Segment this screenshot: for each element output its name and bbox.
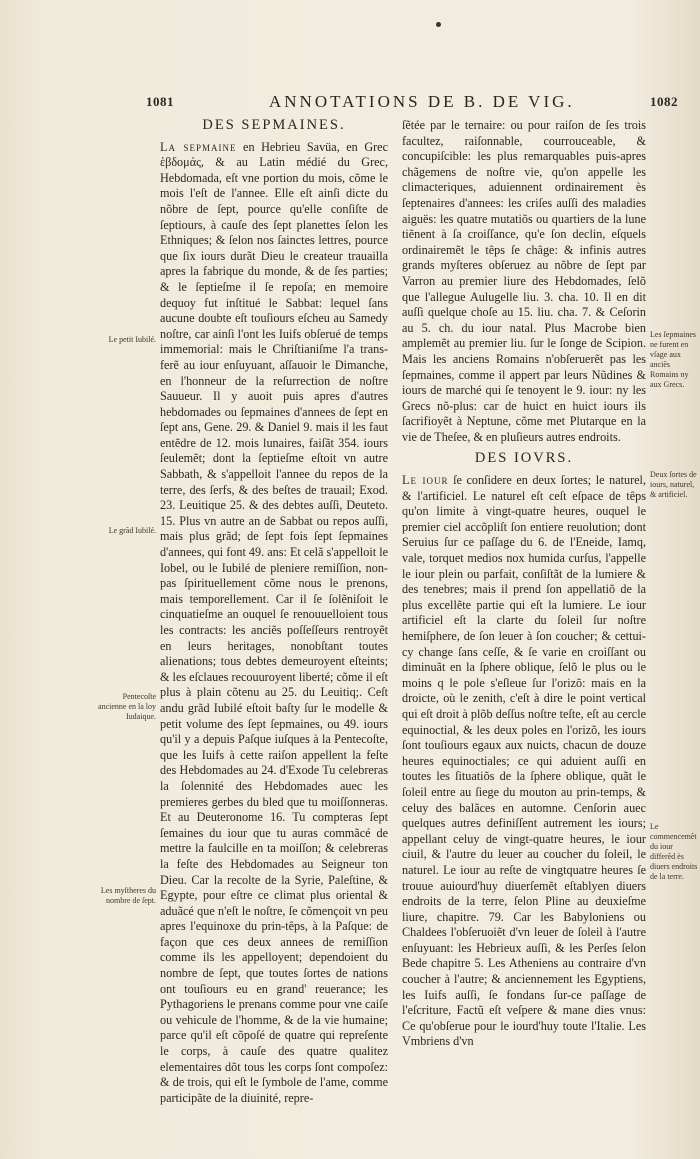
paragraph-text: en Hebrieu Savüa, en Grec ἑβδομάς, & au Latin médié du Grec, Hebdomada, eſt vne portion du mois, cõme le mois l'eſt de l'annee. Elle eſt ainſi dicte du nõbre de ſept, pource qu'elle conſiſte de ſeptiours, à cauſe des ſept planettes ſelon les Ethniques; & ſelon nos ſainctes lettres, pource que ſix iours durãt Dieu le createur trauailla apres la fabrique du monde, & de ſes parties; & le ſeptieſme il ſe repoſa; en memoire dequoy fut inſtitué le Sabbat: lequel ſans aucune doubte eſt touſiours eſcheu au Samedy noſtre, car ainſi l'ont les Iuifs obſerué de temps immemorial: mais le Chriſtianiſme l'a trans-ferẽ au iour enſuyuant, aſſauoir le Dimanche, en l'honneur de la reſurrection de noſtre Sauueur. Il y auoit puis apres d'autres hebdomades ou ſepmaines d'annees de ſept en ſept ans, Gene. 29. & Daniel 9. mais il les faut entẽdre de 12. mois lunaires, faiſãt 354. iours ſeulemẽt; dont la ſeptieſme eſtoit vn autre Sabbath, & s'appelloit l'annee du repos de la terre, des ſerfs, & des beſtes de trauail; Exod. 23. Leuitique 25. & des debtes auſſi, Deuteto. 15. Plus vn autre an de Sabbat ou repos auſſi, mais plus grãd; de ſept fois ſept ſepmaines d'annees, qui font 49. ans: Et celã s'appelloit le Iobel, ou le Iubilé de pleniere remiſſion, non-pas ſpirituellement cõme nous le prenons, mais temporellement. Car il ſe ſolẽniſoit le cinquatieſme an ouquel ſe renouuelloient tous les contracts: les anciẽs poſſeſſeurs rentroyẽt en leurs heritages, nonobſtant toutes alienations; tous debtes demeuroyent eſteints; & les eſclaues recouuroyent liberté; cõme il eſt plus à plain cõtenu au 25. du Leuitiq;. Ceſt andu grãd Iubilé eſtoit baſty ſur le modelle & petit volume des ſept ſepmaines, ou 49. iours qu'il y a depuis Paſque iuſques à la Pentecoſte, que les Iuifs à cette raiſon appellent la feſte des Hebdomades au 24. d'Exode Tu celebreras la ſolennité des Hebdomades auec les premieres gerbes du bled que tu moiſſonneras. Et au Deuteronome 16. Tu compteras ſept ſemaines du iour que tu auras commãcé de mettre la faulcille en ta moiſſon; & celebreras la feſte des Hebdomades au Seigneur ton Dieu. Car la recolte de la Syrie, Paleſtine, & Egypte, pour eſtre ce climat plus oriental & aduãcé que n'eſt le noſtre, ſe cõmençoit vn peu apres l'equinoxe du prin-têps, à la Paſque: de façon que ces deux annees de remiſſion comme ils les appelloyent; dependoient du nombre de ſept, que toutes ſortes de nations ont touſiours eu en grand' reuerance; les Pythagoriens le prenans comme pour vne caiſe ou vehicule de l'homme, & de la vie humaine; parce qu'il eſt cõpoſé de quatre qui repreſente le corps, à cauſe des quatre qualitez elementaires dõt tous les corps ſont compoſez: & de trois, qui eſt le ſymbole de l'ame, comme participãte de la diuinité, repre-: [160, 139, 388, 1105]
margin-note-pentecoste: Pentecoſte ancienne en la loy Iudaique.: [98, 692, 156, 721]
paragraph-sepmaines: [160, 140, 388, 1107]
left-column: [160, 118, 388, 1106]
lead-word: La sepmaine: [160, 139, 237, 154]
section-heading-iours: DES IOVRS.: [474, 450, 574, 467]
margin-note-commencement-iour: Le commencemẽt du iour differẽd ès diuers endroits de la terre.: [650, 822, 698, 881]
section-heading-sepmaines: DES SEPMAINES.: [202, 117, 346, 133]
paragraph-text: ſe conſidere en deux ſortes; le naturel, & l'artificiel. Le naturel eſt ceſt eſpace de têps qu'on limite à vingt-quatre heures, ouquel le premier ciel accõpliſt ſon entiere reuolution; dont Seruius ſur ce paſſage du 6. de l'Eneide, Iamq, vale, torquet medios nox humida curſus, l'appelle le iour plein ou parfait, conſiſtãt de la lumiere & des tenebres; mais il prend ſon appellatiõ de la plus excellẽte partie qui eſt la lumiere. Le iour artificiel eſt la clarte du ſoleil ſur noſtre hemiſphere, de ſon leuer à ſon coucher; & cettui-cy change ſans ceſſe, & ſe varie en croiſſant ou diminuãt en la ſphere oblique, ſelõ le plus ou le moins q le pole s'eſleue ſur l'orizõ: mais en la droicte, où le zenith, c'eſt à dire le point vertical qui eſt droit à plõb deſſus noſtre teſte, eſt au cercle equinoctial, & les deux poles en l'orizõ, les iours ſont touſiours egaux aux nuicts, chacun de douze heures equinoctiales; ce qui aduient auſſi en toutes les ſituatiõs de la ſphere oblique, quãt le ſoleil entre au ſiege du mouton au prin-temps, & celuy des balãces en automne. Cenſorin auec quelques autres definiſſent autrement les iours; appellant celuy de vingt-quatre heures, le iour ciuil, & l'autre du leuer au coucher du ſoleil, le naturel. Le iour au reſte de vingtquatre heures ſe trouue auiourd'huy diuerſemẽt eſtablyen diuers endroits de la terre, ſelon Pline au deuxieſme liure, chapitre. 79. Car les Babyloniens ou Chaldees l'obſeruoiẽt d'vn leuer de ſoleil à l'autre enſuyuant: les Hebrieux auſſi, & les Perſes ſelon Bede chapitre 5. Les Atheniens au contraire d'vn coucher à l'autre; & anciennement les Egyptiens, les Iuifs auſſi, ſe fondans ſur-ce paſſage de l'eſcriture, Factũ eſt veſpere & mane dies vnus: Ce qu'obſerue pour le iourd'huy toute l'Italie. Les Vmbriens d'vn: [402, 473, 646, 1049]
margin-note-deux-sortes-iours: Deux ſortes de iours, naturel, & artificiel.: [650, 470, 697, 499]
ink-dot: [436, 22, 441, 27]
right-column: [402, 118, 646, 1050]
page-number-left: 1081: [146, 94, 174, 109]
margin-note-sepmaines-romains: Les ſepmaines ne furent en vſage aux anciẽs Romains ny aux Grecs.: [650, 330, 696, 389]
page-number-right: 1082: [650, 94, 678, 109]
paragraph-iours: [402, 473, 646, 1050]
margin-note-grand-iubile: Le grãd Iubilé.: [108, 526, 156, 535]
margin-note-petit-iubile: Le petit Iubilé.: [108, 335, 156, 344]
paragraph-continuation: ſẽtée par le ternaire: ou pour raiſon de ſes trois facultez, raiſonnable, courrouceable, & concupiſcible: les plus remarquables puis-apres chãgemens de noſtre vie, qu'on appelle les climacteriques, aduiennent ordinairement ès ſeptenaires d'annees: les criſes auſſi des maladies aiguës: les quatre mutatiõs ou quartiers de la lune tiẽnent à ſa croiſſance, qu'e ſon declin, eſquels ordinairemẽt le têps ſe châge: & infinis autres grands myſteres obſeruez au nõbre de ſept par Varron au premier liure des Hebdomades, ſelõ que l'allegue Aulugelle liu. 3. cha. 10. Il en dit auſſi quelque choſe au 15. liu. cha. 7. & Ceſorin au 5. ch. du iour natal. Plus Macrobe bien amplemẽt au premier liu. ſur le ſonge de Scipion. Mais les anciens Romains n'obſeruerẽt pas les ſepmaines, comme il appert par leurs Nũdines & iours de marché qui ſe tenoyent le 9. iour: ny les Grecs nõ-plus: car de huict en huict iours ils ſacrifioyẽt à Neptune, cõme met Plutarque en la vie de Theſee, & en pluſieurs autres endroits.: [402, 118, 646, 444]
margin-note-mysteres: Les myſtheres du nombre de ſept.: [100, 886, 156, 905]
running-header: [0, 92, 700, 118]
running-title: ANNOTATIONS DE B. DE VIG.: [269, 92, 575, 111]
lead-word: Le iour: [402, 473, 449, 488]
